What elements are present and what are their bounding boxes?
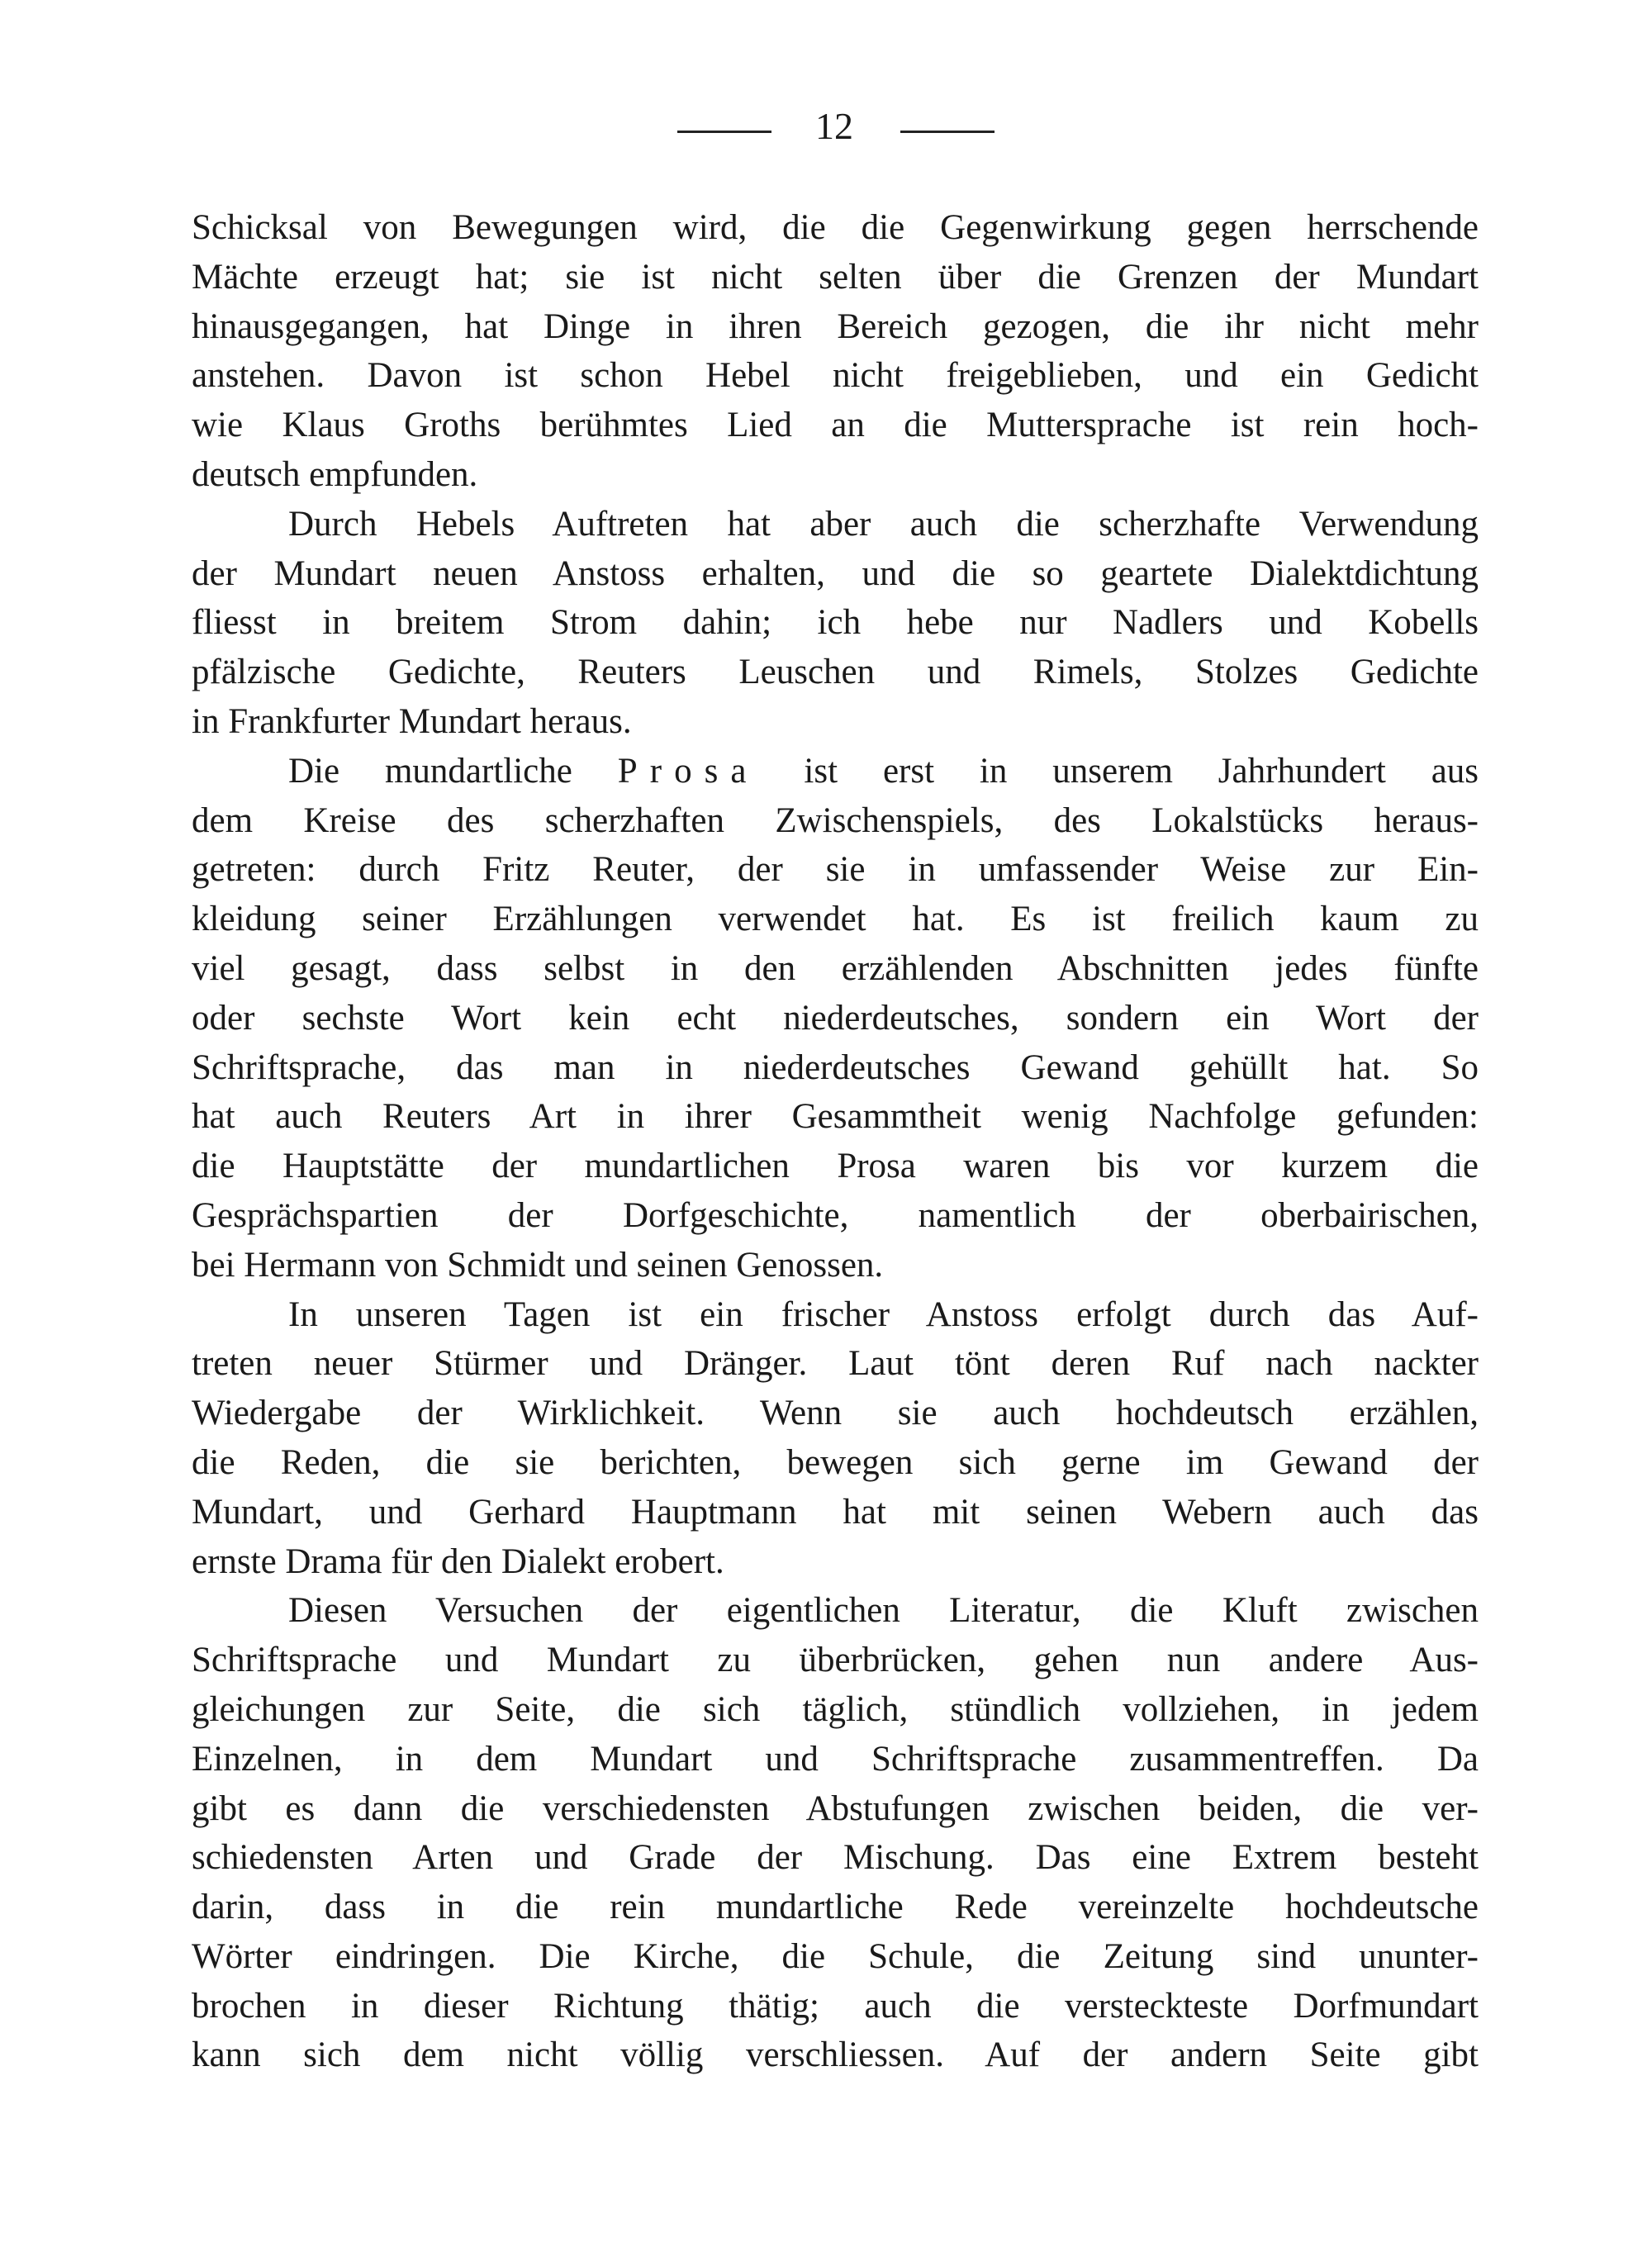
text-line: gleichungen zur Seite, die sich täglich, stündlich vollziehen, in jedem <box>192 1689 1479 1729</box>
paragraph <box>192 1290 1479 1587</box>
text-line: Schriftsprache, das man in niederdeutsches Gewand gehüllt hat. So <box>192 1047 1479 1087</box>
paragraph <box>192 1586 1479 2080</box>
text-line: Wiedergabe der Wirklichkeit. Wenn sie auch hochdeutsch erzählen, <box>192 1394 1479 1433</box>
text-line: Schriftsprache und Mundart zu überbrücken, gehen nun andere Aus- <box>192 1641 1479 1680</box>
text-line: oder sechste Wort kein echt niederdeutsches, sondern ein Wort der <box>192 998 1479 1038</box>
paragraph <box>192 747 1479 1290</box>
text-line: getreten: durch Fritz Reuter, der sie in umfassender Weise zur Ein- <box>192 850 1479 890</box>
text-line: bei Hermann von Schmidt und seinen Genossen. <box>192 1245 884 1285</box>
text-line: treten neuer Stürmer und Dränger. Laut tönt deren Ruf nach nackter <box>192 1344 1479 1384</box>
text-line: viel gesagt, dass selbst in den erzählenden Abschnitten jedes fünfte <box>192 948 1479 988</box>
text-line: Einzelnen, in dem Mundart und Schriftsprache zusammentreffen. Da <box>192 1739 1479 1779</box>
text-line: gibt es dann die verschiedensten Abstufungen zwischen beiden, die ver- <box>192 1788 1479 1828</box>
text-line: brochen in dieser Richtung thätig; auch die versteckteste Dorfmundart <box>192 1986 1479 2026</box>
text-line: Wörter eindringen. Die Kirche, die Schule, die Zeitung sind ununter- <box>192 1936 1479 1976</box>
text-line: die Reden, die sie berichten, bewegen sich gerne im Gewand der <box>192 1442 1479 1482</box>
paragraph <box>192 500 1479 747</box>
text-line: hinausgegangen, hat Dinge in ihren Bereich gezogen, die ihr nicht mehr <box>192 306 1479 346</box>
text-line: hat auch Reuters Art in ihrer Gesammtheit wenig Nachfolge gefunden: <box>192 1097 1479 1137</box>
text-line: Mundart, und Gerhard Hauptmann hat mit seinen Webern auch das <box>192 1492 1479 1532</box>
text-line: fliesst in breitem Strom dahin; ich hebe nur Nadlers und Kobells <box>192 603 1479 643</box>
header-rule-right <box>900 131 995 133</box>
text-line: In unseren Tagen ist ein frischer Anstoss erfolgt durch das Auf- <box>288 1294 1479 1334</box>
page-number: 12 <box>815 105 853 147</box>
text-line: darin, dass in die rein mundartliche Rede vereinzelte hochdeutsche <box>192 1888 1479 1927</box>
text-line: Gesprächspartien der Dorfgeschichte, namentlich der oberbairischen, <box>192 1195 1479 1235</box>
text-line: anstehen. Davon ist schon Hebel nicht freigeblieben, und ein Gedicht <box>192 356 1479 396</box>
body-text <box>192 203 1479 2080</box>
header-rule-left <box>677 131 771 133</box>
text-line: kleidung seiner Erzählungen verwendet hat. Es ist freilich kaum zu <box>192 900 1479 939</box>
text-line: Die mundartliche Prosa ist erst in unserem Jahrhundert aus <box>288 751 1479 791</box>
text-line: schiedensten Arten und Grade der Mischung. Das eine Extrem besteht <box>192 1838 1479 1878</box>
text-line: in Frankfurter Mundart heraus. <box>192 701 632 741</box>
emphasized-word: Prosa <box>617 751 759 791</box>
text-line: der Mundart neuen Anstoss erhalten, und die so geartete Dialektdichtung <box>192 553 1479 593</box>
text-line: deutsch empfunden. <box>192 454 478 494</box>
text-line: dem Kreise des scherzhaften Zwischenspiels, des Lokalstücks heraus- <box>192 800 1479 840</box>
paragraph <box>192 203 1479 500</box>
text-line: pfälzische Gedichte, Reuters Leuschen und Rimels, Stolzes Gedichte <box>192 653 1479 692</box>
text-line: kann sich dem nicht völlig verschliessen. Auf der andern Seite gibt <box>192 2035 1479 2075</box>
text-line: die Hauptstätte der mundartlichen Prosa waren bis vor kurzem die <box>192 1147 1479 1186</box>
text-line: Durch Hebels Auftreten hat aber auch die scherzhafte Verwendung <box>288 504 1479 544</box>
text-line: ernste Drama für den Dialekt erobert. <box>192 1541 724 1581</box>
text-line: wie Klaus Groths berühmtes Lied an die Muttersprache ist rein hoch- <box>192 406 1479 445</box>
text-line: Mächte erzeugt hat; sie ist nicht selten über die Grenzen der Mundart <box>192 257 1479 297</box>
text-line: Schicksal von Bewegungen wird, die die Gegenwirkung gegen herrschende <box>192 208 1479 247</box>
page-header <box>0 97 1652 155</box>
text-line: Diesen Versuchen der eigentlichen Literatur, die Kluft zwischen <box>288 1591 1479 1631</box>
